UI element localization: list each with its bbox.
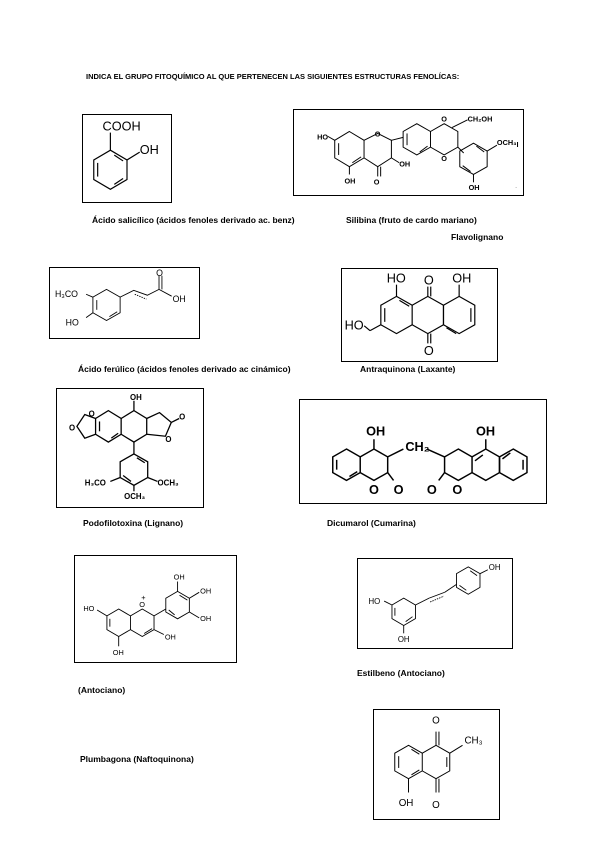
dicumarol-structure	[299, 399, 547, 504]
podophyllotoxin-label: H₃CO	[84, 478, 106, 488]
silibina-caption-group: Flavolignano	[451, 232, 504, 242]
dicumarol-label: OH	[366, 423, 386, 439]
silibina-caption: Silibina (fruto de cardo mariano)	[346, 215, 477, 225]
ferulic-label: H₃CO	[54, 289, 79, 300]
anthocyanin-label: OH	[200, 586, 212, 596]
stilbene-structure	[357, 558, 513, 649]
anthraquinone-label: OH	[452, 270, 472, 286]
dicumarol-label: O	[369, 482, 379, 498]
podophyllotoxin-structure	[56, 388, 204, 508]
anthocyanin-caption: (Antociano)	[78, 685, 126, 695]
anthocyanin-label: OH	[173, 572, 185, 582]
salicylic-label: COOH	[102, 119, 141, 134]
podophyllotoxin-label: O	[88, 409, 95, 419]
silibina-label: O	[441, 114, 447, 124]
dicumarol-caption: Dicumarol (Cumarina)	[327, 518, 416, 528]
ferulic-acid-structure	[49, 267, 200, 339]
plumbagin-caption: Plumbagona (Naftoquinona)	[80, 754, 194, 764]
podophyllotoxin-label: OCH₃	[124, 492, 146, 502]
silibina-label: O	[374, 129, 381, 139]
anthocyanin-label: HO	[83, 603, 95, 613]
silibina-label: O	[373, 177, 380, 187]
plumbagin-label: OH	[398, 798, 414, 810]
plumbagin-label: O	[432, 800, 440, 812]
anthraquinone-label: HO	[386, 270, 406, 286]
silibina-label: OCH₃	[496, 138, 517, 148]
silibina-label: HO	[317, 132, 329, 142]
instruction-heading: INDICA EL GRUPO FITOQUÍMICO AL QUE PERTENECEN LAS SIGUIENTES ESTRUCTURAS FENOLÍCAS:	[86, 72, 460, 81]
stilbene-label: OH	[397, 635, 410, 645]
salicylic-caption: Ácido salicílico (ácidos fenoles derivado ac. benz)	[92, 215, 295, 225]
stilbene-caption: Estilbeno (Antociano)	[357, 668, 445, 678]
plumbagin-structure	[373, 709, 500, 820]
podophyllotoxin-label: OH	[130, 392, 142, 402]
silibina-label: CH₂OH	[467, 114, 493, 124]
stilbene-label: HO	[368, 596, 381, 606]
anthraquinone-label: HO	[344, 317, 364, 333]
silibina-label: OH	[344, 176, 356, 186]
silibina-label: OH	[399, 159, 411, 169]
silibina-structure	[293, 109, 524, 196]
ferulic-label: HO	[65, 317, 79, 328]
stilbene-label: OH	[488, 562, 501, 572]
dicumarol-label: O	[393, 482, 404, 498]
plumbagin-label: O	[432, 715, 440, 727]
dicumarol-label: O	[426, 482, 437, 498]
anthraquinone-caption: Antraquinona (Laxante)	[360, 364, 456, 374]
podophyllotoxin-caption: Podofilotoxina (Lignano)	[83, 518, 184, 528]
silibina-label: I	[516, 140, 519, 150]
salicylic-label: OH	[139, 143, 159, 158]
anthraquinone-label: O	[423, 343, 434, 359]
anthocyanin-label: OH	[164, 632, 176, 642]
dicumarol-label: CH₂	[405, 439, 430, 455]
podophyllotoxin-label: O	[69, 423, 76, 433]
silibina-label: OH	[468, 183, 480, 193]
anthocyanin-label: OH	[112, 648, 124, 658]
anthocyanin-structure	[74, 555, 237, 663]
plumbagin-label: CH₃	[464, 735, 483, 747]
podophyllotoxin-label: O	[179, 412, 186, 422]
anthocyanin-label: O	[139, 600, 146, 610]
podophyllotoxin-label: OCH₃	[157, 478, 179, 488]
dicumarol-label: O	[452, 482, 463, 498]
ferulic-label: O	[156, 268, 163, 278]
anthraquinone-structure	[341, 268, 498, 362]
salicylic-acid-structure	[82, 114, 172, 203]
ferulic-caption: Ácido ferúlico (ácidos fenoles derivado ac cinámico)	[78, 364, 291, 374]
silibina-label: OH	[515, 188, 517, 190]
anthocyanin-label: +	[141, 593, 146, 603]
anthocyanin-label: OH	[200, 613, 212, 623]
dicumarol-label: OH	[475, 423, 496, 439]
silibina-label: O	[441, 153, 447, 163]
anthraquinone-label: O	[423, 272, 434, 288]
ferulic-label: OH	[172, 294, 186, 305]
podophyllotoxin-label: O	[165, 435, 172, 445]
